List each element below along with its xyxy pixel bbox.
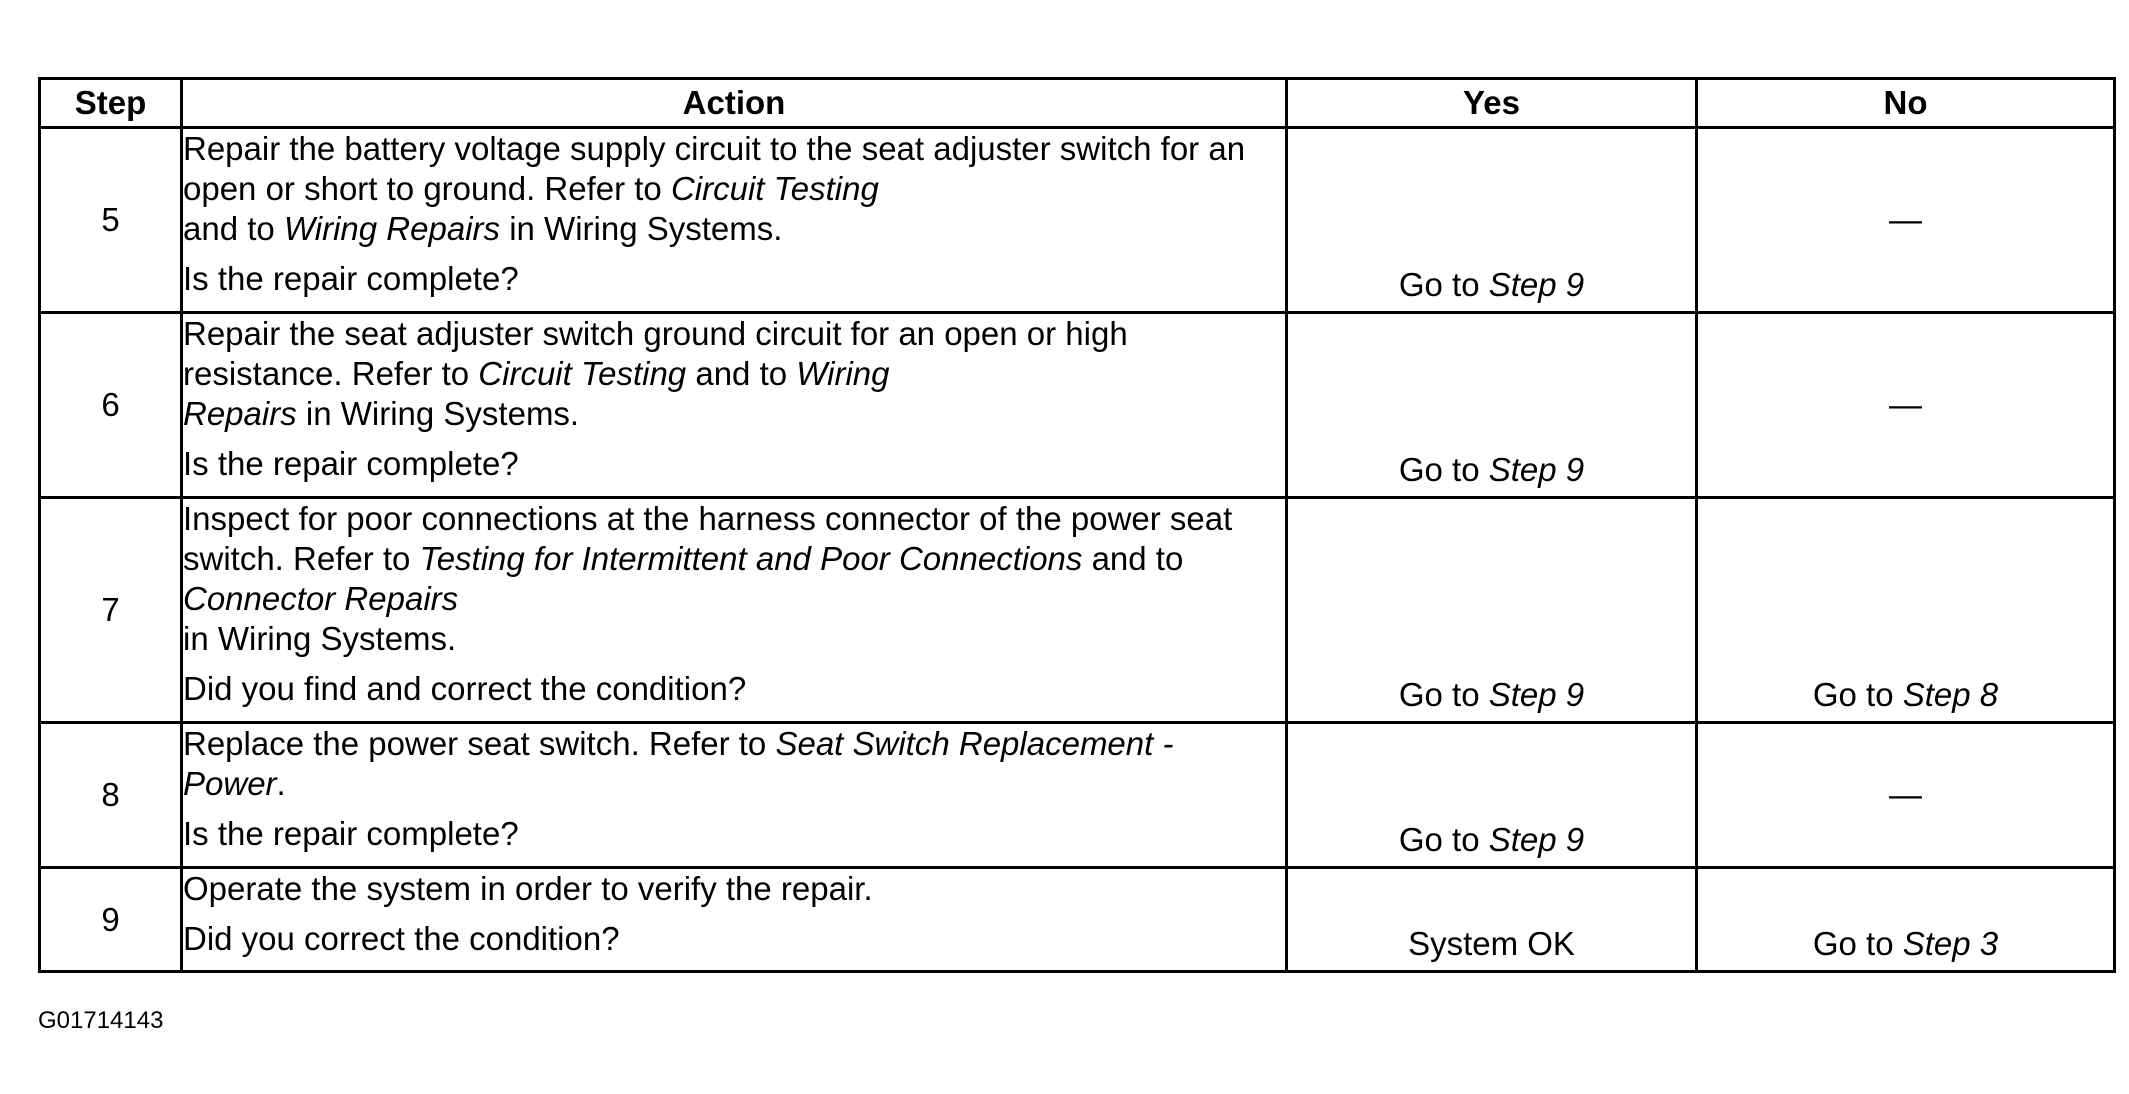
yes-cell [1287,868,1697,972]
action-description: Inspect for poor connections at the harness connector of the power seat switch. Refer to Testing for Intermittent and Poor Connections and to Connector Repairs in Wiring Systems. [183,500,1233,657]
step-number: 9 [40,868,182,972]
yes-result: Go to Step 9 [1398,451,1585,488]
table-row [40,128,2115,313]
action-cell [182,128,1287,313]
yes-cell [1287,498,1697,723]
action-cell [182,868,1287,972]
no-cell [1697,723,2115,868]
header-no: No [1697,79,2115,128]
yes-cell [1287,313,1697,498]
no-cell [1697,498,2115,723]
yes-result: System OK [1408,925,1575,962]
action-cell [182,723,1287,868]
yes-cell [1287,723,1697,868]
diagnostic-document [38,77,2116,1034]
step-number: 8 [40,723,182,868]
step-number: 6 [40,313,182,498]
action-cell [182,498,1287,723]
diagnostic-table [38,77,2116,973]
no-cell [1697,128,2115,313]
table-row [40,498,2115,723]
no-result-dash: — [1889,386,1922,423]
header-yes: Yes [1287,79,1697,128]
table-row [40,313,2115,498]
action-description: Repair the battery voltage supply circuit to the seat adjuster switch for an open or short to ground. Refer to Circuit Testing and to Wiring Repairs in Wiring Systems. [183,130,1246,247]
no-cell [1697,313,2115,498]
no-result: Go to Step 3 [1812,925,1999,962]
action-question: Is the repair complete? [183,260,519,297]
no-cell [1697,868,2115,972]
action-description: Operate the system in order to verify the repair. [183,870,873,907]
no-result: Go to Step 8 [1812,676,1999,713]
action-description: Replace the power seat switch. Refer to Seat Switch Replacement - Power. [183,725,1174,802]
no-result-dash: — [1889,201,1922,238]
yes-result: Go to Step 9 [1398,266,1585,303]
table-row [40,868,2115,972]
action-description: Repair the seat adjuster switch ground circuit for an open or high resistance. Refer to Circuit Testing and to Wiring Repairs in Wiring Systems. [183,315,1128,432]
yes-result: Go to Step 9 [1398,821,1585,858]
header-step: Step [40,79,182,128]
action-question: Is the repair complete? [183,815,519,852]
header-action: Action [182,79,1287,128]
step-number: 7 [40,498,182,723]
action-question: Did you correct the condition? [183,920,620,957]
yes-result: Go to Step 9 [1398,676,1585,713]
header-row [40,79,2115,128]
action-question: Is the repair complete? [183,445,519,482]
action-question: Did you find and correct the condition? [183,670,747,707]
table-row [40,723,2115,868]
figure-id: G01714143 [38,1007,164,1034]
no-result-dash: — [1889,776,1922,813]
yes-cell [1287,128,1697,313]
step-number: 5 [40,128,182,313]
action-cell [182,313,1287,498]
